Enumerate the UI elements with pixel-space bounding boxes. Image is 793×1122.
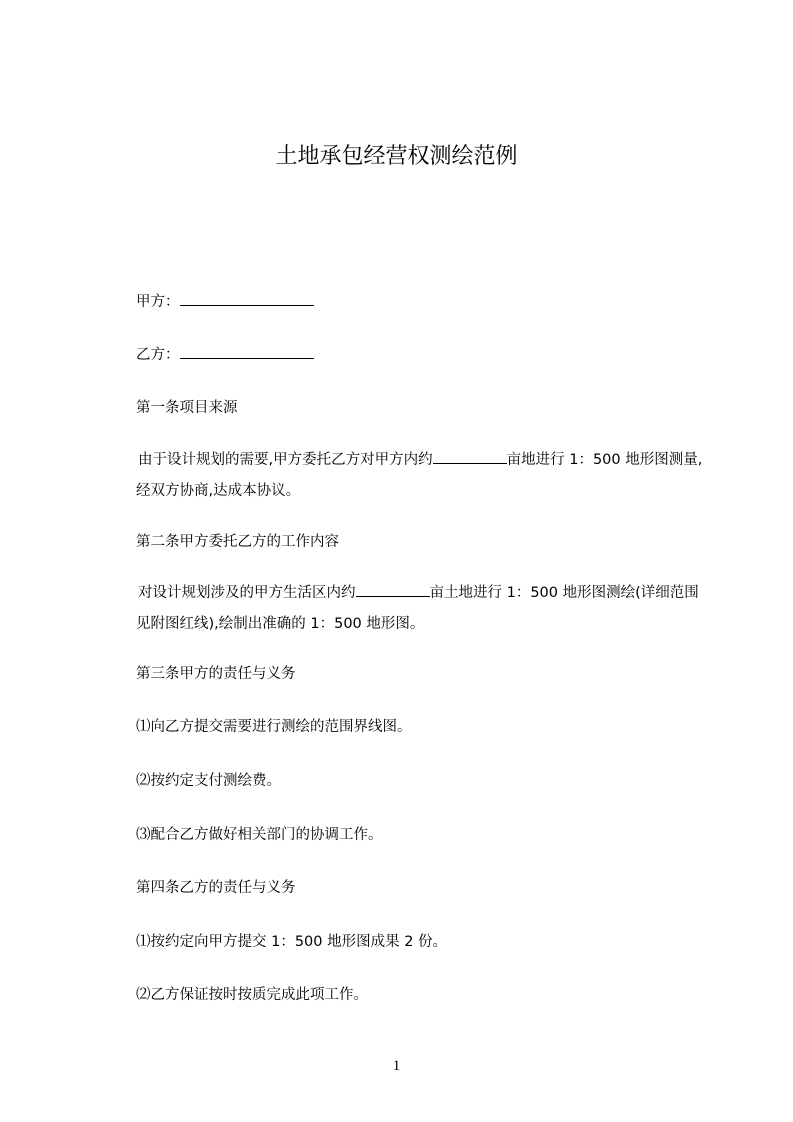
party-a-label: 甲方： xyxy=(136,294,180,310)
party-b-blank xyxy=(180,344,314,359)
article-1-body xyxy=(136,445,708,507)
article-1-text-before: 由于设计规划的需要,甲方委托乙方对甲方内约 xyxy=(138,452,433,468)
article-1-heading: 第一条项目来源 xyxy=(136,400,238,416)
article-4-item: ⑴按约定向甲方提交 1：500 地形图成果 2 份。 xyxy=(136,934,448,950)
article-4-heading: 第四条乙方的责任与义务 xyxy=(136,880,296,896)
article-2-body xyxy=(136,578,708,640)
article-3-item: ⑶配合乙方做好相关部门的协调工作。 xyxy=(136,827,383,843)
party-a-blank xyxy=(180,291,314,306)
party-a-line xyxy=(136,291,314,312)
article-2-text-before: 对设计规划涉及的甲方生活区内约 xyxy=(138,585,356,601)
article-3-heading: 第三条甲方的责任与义务 xyxy=(136,666,296,682)
article-2-text-after: 亩土地进行 1：500 地形图测绘(详细范围见附图红线),绘制出准确的 1：500 地形图。 xyxy=(136,585,699,632)
article-4-item: ⑵乙方保证按时按质完成此项工作。 xyxy=(136,987,368,1003)
article-2-blank xyxy=(356,582,430,597)
party-b-line xyxy=(136,344,314,365)
page-number: 1 xyxy=(392,1058,401,1074)
article-1-blank xyxy=(433,449,507,464)
document-title: 土地承包经营权测绘范例 xyxy=(275,144,518,169)
article-1-text-after: 亩地进行 1：500 地形图测量,经双方协商,达成本协议。 xyxy=(136,452,703,499)
article-3-item: ⑵按约定支付测绘费。 xyxy=(136,773,281,789)
article-2-heading: 第二条甲方委托乙方的工作内容 xyxy=(136,534,339,550)
article-3-item: ⑴向乙方提交需要进行测绘的范围界线图。 xyxy=(136,719,412,735)
party-b-label: 乙方： xyxy=(136,347,180,363)
